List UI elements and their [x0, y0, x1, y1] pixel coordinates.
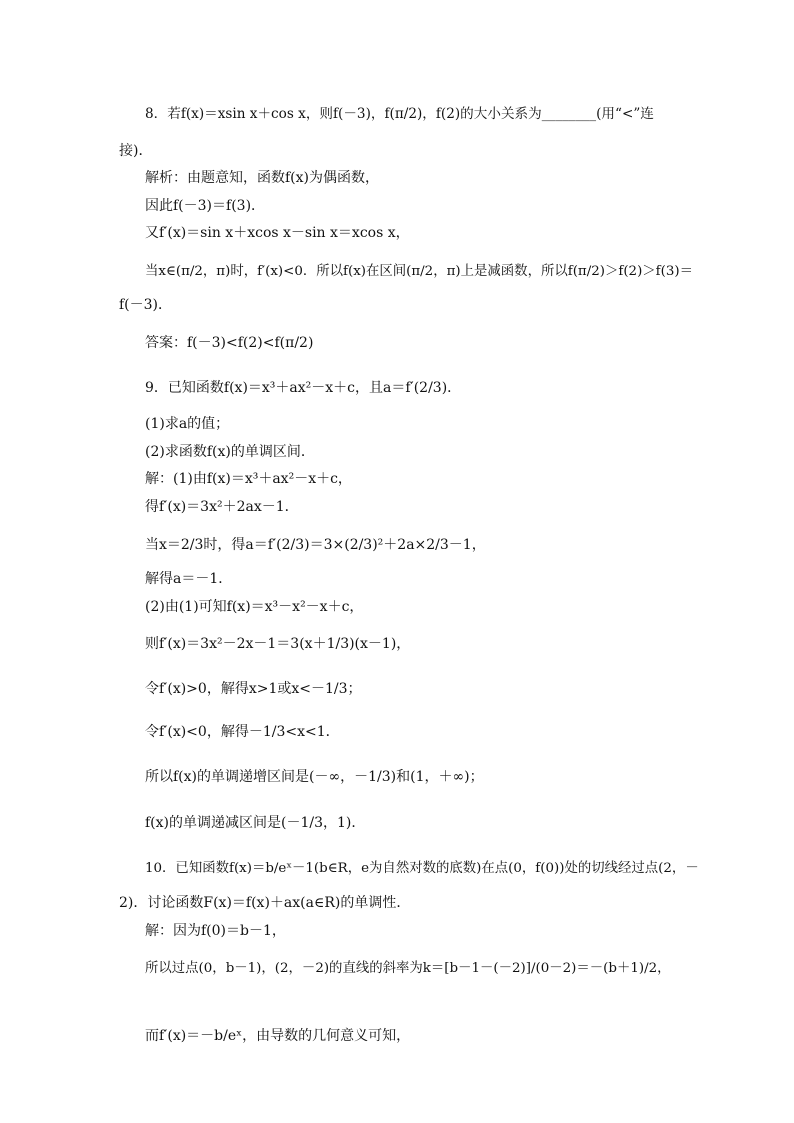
- problem-9-solution-line: 令f′(x)<0，解得－1/3<x<1．: [145, 724, 340, 740]
- problem-9-question-2: (2)求函数f(x)的单调区间．: [145, 444, 315, 460]
- problem-9-solution-line: 令f′(x)>0，解得x>1或x<－1/3；: [145, 681, 362, 697]
- problem-8-solution-line: f(－3)．: [119, 297, 173, 313]
- problem-8-solution-line: 因此f(－3)＝f(3)．: [145, 198, 266, 214]
- problem-9-solution-line: 当x＝2/3时，得a＝f′(2/3)＝3×(2/3)²＋2a×2/3－1，: [145, 537, 486, 553]
- problem-10-solution-line: 而f′(x)＝－b/eˣ，由导数的几何意义可知，: [145, 1028, 411, 1044]
- problem-9-solution-line: 则f′(x)＝3x²－2x－1＝3(x＋1/3)(x－1)，: [145, 636, 411, 652]
- problem-9-solution-line: 解得a＝－1．: [145, 571, 233, 587]
- problem-10-statement-cont: 2)．讨论函数F(x)＝f(x)＋ax(a∈R)的单调性．: [119, 895, 411, 911]
- problem-8-answer: 答案：f(－3)<f(2)<f(π/2): [145, 335, 314, 351]
- problem-9-solution-line: 解：(1)由f(x)＝x³＋ax²－x＋c，: [145, 471, 352, 487]
- problem-10-solution-line: 解：因为f(0)＝b－1，: [145, 923, 286, 939]
- problem-10-statement: 10．已知函数f(x)＝b/eˣ－1(b∈R，e为自然对数的底数)在点(0，f(0))处的切线经过点(2，－: [145, 861, 699, 876]
- problem-9-solution-line: (2)由(1)可知f(x)＝x³－x²－x＋c，: [145, 599, 364, 615]
- problem-8-statement-cont: 接)．: [119, 143, 153, 159]
- problem-9-solution-line: f(x)的单调递减区间是(－1/3，1)．: [145, 815, 366, 831]
- problem-9-question-1: (1)求a的值；: [145, 416, 230, 432]
- problem-10-solution-line: 所以过点(0，b－1)，(2，－2)的直线的斜率为k＝[b－1－(－2)]/(0－2)＝－(b＋1)/2，: [145, 961, 671, 976]
- problem-9-solution-line: 得f′(x)＝3x²＋2ax－1．: [145, 499, 299, 515]
- problem-8-statement: 8．若f(x)＝xsin x＋cos x，则f(－3)，f(π/2)，f(2)的大小关系为________(用“<”连: [145, 106, 654, 122]
- problem-8-solution-line: 解析：由题意知，函数f(x)为偶函数，: [145, 170, 380, 186]
- problem-9-statement: 9．已知函数f(x)＝x³＋ax²－x＋c，且a＝f′(2/3)．: [145, 380, 462, 396]
- problem-9-solution-line: 所以f(x)的单调递增区间是(－∞，－1/3)和(1，＋∞)；: [145, 769, 484, 785]
- problem-8-solution-line: 又f′(x)＝sin x＋xcos x－sin x＝xcos x，: [145, 225, 410, 241]
- problem-8-solution-line: 当x∈(π/2，π)时，f′(x)<0．所以f(x)在区间(π/2，π)上是减函数，所以f(π/2)＞f(2)＞f(3)＝: [145, 264, 693, 279]
